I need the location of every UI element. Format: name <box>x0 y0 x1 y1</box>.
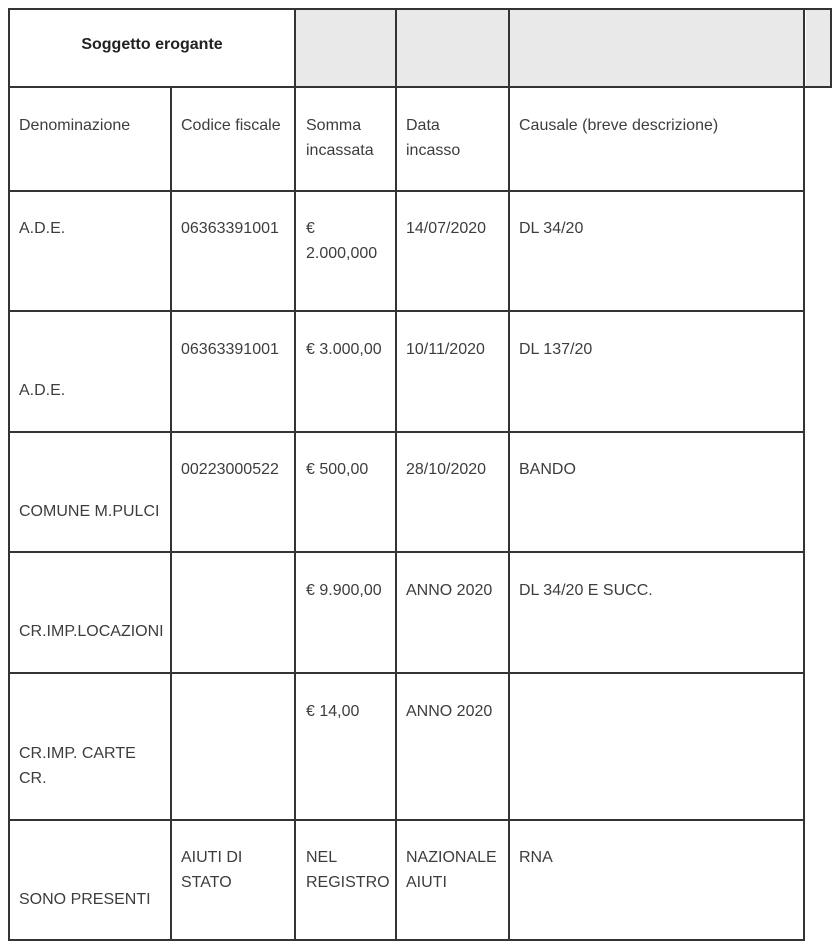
row1-causale: DL 34/20 <box>519 220 584 237</box>
row3-somma: € 500,00 <box>306 461 369 478</box>
row-divider <box>8 819 805 821</box>
border-bottom <box>8 939 805 941</box>
border-top <box>8 8 832 10</box>
row3-causale: BANDO <box>519 461 576 478</box>
row-divider <box>8 551 805 553</box>
row2-causale: DL 137/20 <box>519 341 593 358</box>
col-header-causale: Causale (breve descrizione) <box>519 117 719 134</box>
row4-somma: € 9.900,00 <box>306 582 382 599</box>
header-title: Soggetto erogante <box>81 36 223 53</box>
row6-codice-fiscale: AIUTI DI STATO <box>181 849 243 891</box>
row4-causale: DL 34/20 E SUCC. <box>519 582 653 599</box>
row1-denominazione: A.D.E. <box>19 220 66 237</box>
col-header-somma: Somma incassata <box>306 117 374 159</box>
row3-codice-fiscale: 00223000522 <box>181 461 279 478</box>
row5-data: ANNO 2020 <box>406 703 493 720</box>
header-empty-cell-1 <box>296 9 396 87</box>
col-divider <box>294 8 296 941</box>
row6-denominazione: SONO PRESENTI <box>19 891 151 908</box>
header-empty-cell-4 <box>806 9 831 87</box>
row2-data: 10/11/2020 <box>406 341 485 358</box>
row-divider <box>8 672 805 674</box>
row1-codice-fiscale: 06363391001 <box>181 220 279 237</box>
row6-somma: NEL REGISTRO <box>306 849 390 891</box>
row4-data: ANNO 2020 <box>406 582 493 599</box>
row2-codice-fiscale: 06363391001 <box>181 341 279 358</box>
row-divider <box>8 190 805 192</box>
col-divider <box>170 86 172 941</box>
row2-somma: € 3.000,00 <box>306 341 382 358</box>
col-header-codice-fiscale: Codice fiscale <box>181 117 281 134</box>
row5-somma: € 14,00 <box>306 703 360 720</box>
row2-denominazione: A.D.E. <box>19 382 66 399</box>
header-empty-cell-2 <box>397 9 508 87</box>
col-divider <box>803 8 805 941</box>
row-divider <box>8 431 805 433</box>
row3-denominazione: COMUNE M.PULCI <box>19 503 160 520</box>
header-empty-cell-3 <box>510 9 804 87</box>
row5-denominazione: CR.IMP. CARTE CR. <box>19 745 136 787</box>
row1-data: 14/07/2020 <box>406 220 487 237</box>
row-divider <box>8 86 832 88</box>
row1-somma: € 2.000,000 <box>306 220 378 262</box>
col-divider <box>395 8 397 941</box>
row3-data: 28/10/2020 <box>406 461 487 478</box>
border-right-header <box>830 8 832 88</box>
row4-denominazione: CR.IMP.LOCAZIONI <box>19 623 164 640</box>
row6-causale: RNA <box>519 849 553 866</box>
row-divider <box>8 310 805 312</box>
row6-data: NAZIONALE AIUTI <box>406 849 497 891</box>
col-header-denominazione: Denominazione <box>19 117 131 134</box>
border-left <box>8 8 10 941</box>
col-header-data: Data incasso <box>406 117 461 159</box>
col-divider <box>508 8 510 941</box>
